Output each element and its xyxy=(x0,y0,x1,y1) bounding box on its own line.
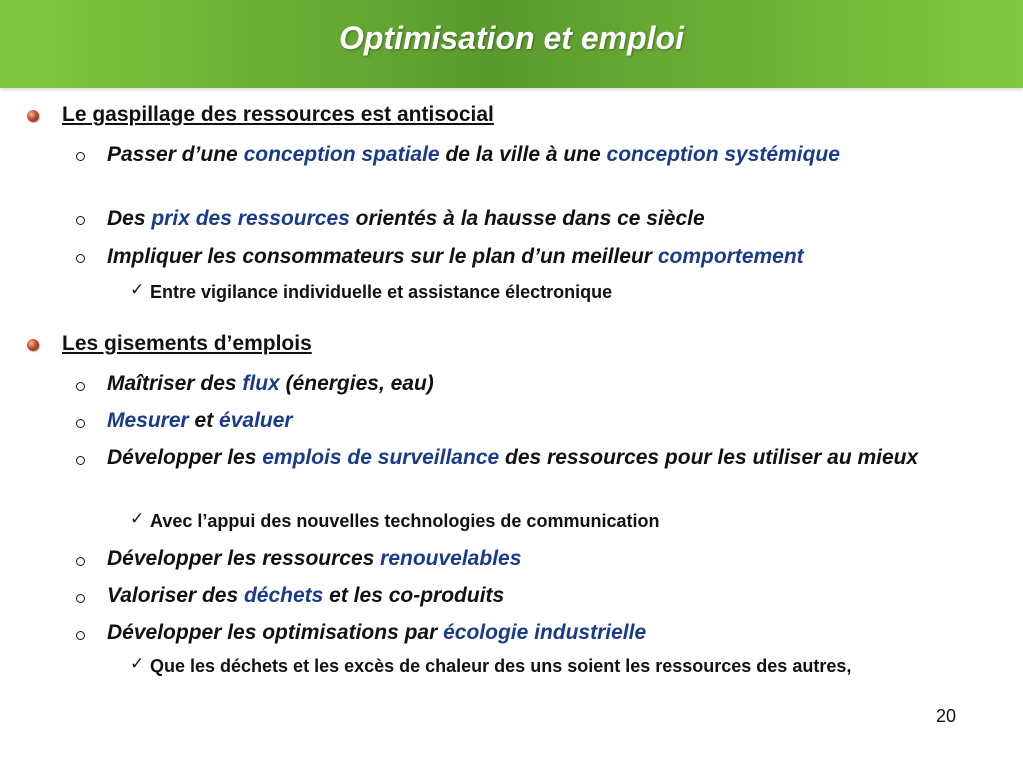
checkmark-icon: ✓ xyxy=(130,509,145,528)
checkmark-icon: ✓ xyxy=(130,280,145,299)
circle-bullet-icon xyxy=(76,382,85,391)
list-item-flux: Maîtriser des flux (énergies, eau) xyxy=(107,372,434,395)
list-item-impliquer: Impliquer les consommateurs sur le plan d’un meilleur comportement xyxy=(107,245,804,268)
bullet-ball-icon xyxy=(27,110,39,122)
list-item-mesurer: Mesurer et évaluer xyxy=(107,409,293,432)
slide-title: Optimisation et emploi xyxy=(339,20,684,56)
circle-bullet-icon xyxy=(76,631,85,640)
circle-bullet-icon xyxy=(76,594,85,603)
list-item-ecologie: Développer les optimisations par écologie industrielle xyxy=(107,621,647,644)
list-item-prix: Des prix des ressources orientés à la hausse dans ce siècle xyxy=(107,207,705,230)
sub-item-technologies: Avec l’appui des nouvelles technologies de communication xyxy=(150,511,660,531)
list-item-conception: Passer d’une conception spatiale de la ville à une conception systémique xyxy=(107,143,840,166)
list-item-surveillance: Développer les emplois de surveillance des ressources pour les utiliser au mieux xyxy=(107,446,919,469)
circle-bullet-icon xyxy=(76,254,85,263)
circle-bullet-icon xyxy=(76,152,85,161)
section-heading-gisements: Les gisements d’emplois xyxy=(62,332,312,355)
circle-bullet-icon xyxy=(76,557,85,566)
circle-bullet-icon xyxy=(76,216,85,225)
section-heading-gaspillage: Le gaspillage des ressources est antisocial xyxy=(62,103,494,126)
checkmark-icon: ✓ xyxy=(130,654,145,673)
circle-bullet-icon xyxy=(76,456,85,465)
list-item-dechets: Valoriser des déchets et les co-produits xyxy=(107,584,505,607)
bullet-ball-icon xyxy=(27,339,39,351)
circle-bullet-icon xyxy=(76,419,85,428)
list-item-renouvelables: Développer les ressources renouvelables xyxy=(107,547,522,570)
sub-item-dechets-chaleur: Que les déchets et les excès de chaleur des uns soient les ressources des autres, xyxy=(150,656,852,676)
page-number: 20 xyxy=(936,706,957,726)
sub-item-vigilance: Entre vigilance individuelle et assistance électronique xyxy=(150,282,613,302)
